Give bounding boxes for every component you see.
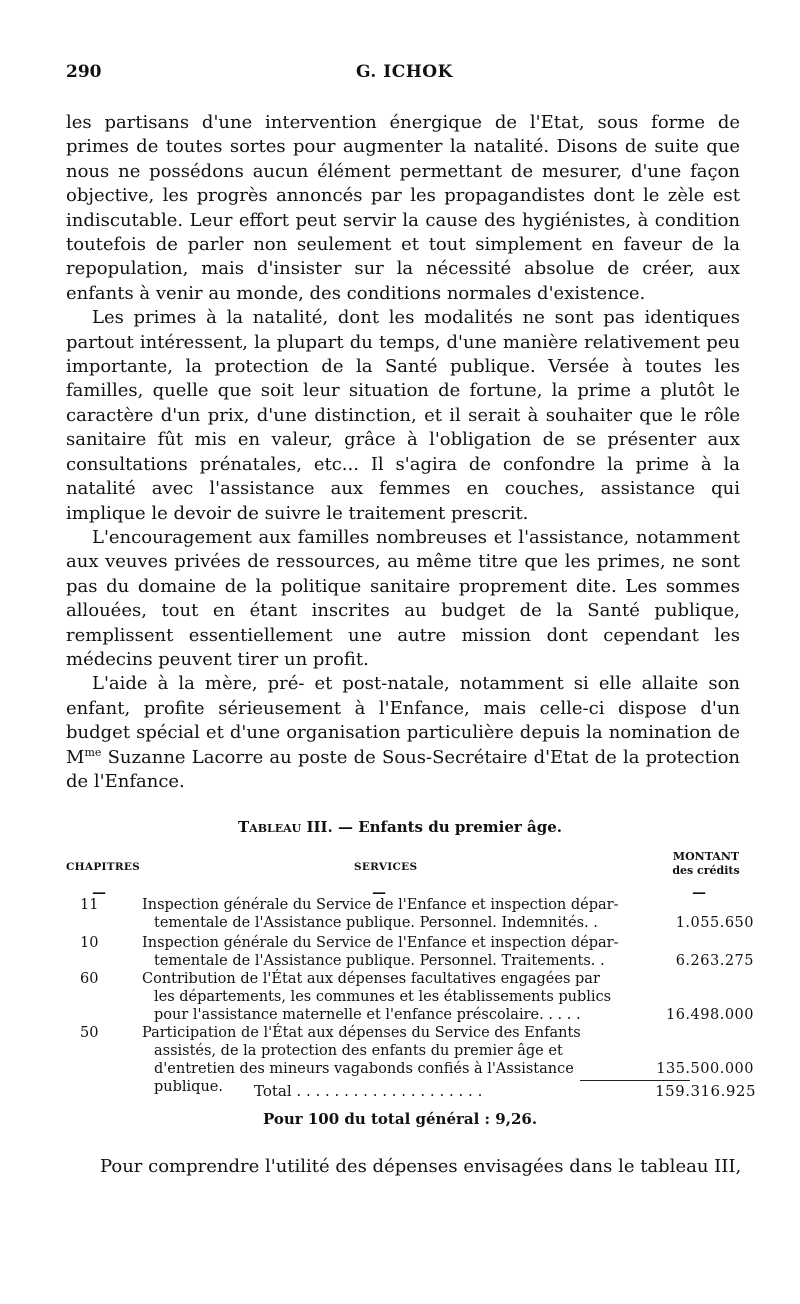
row-service-cont: tementale de l'Assistance publique. Personnel. Indemnités. . (154, 915, 598, 931)
percent-line: Pour 100 du total général : 9,26. (262, 1110, 538, 1128)
paragraph-3: L'encouragement aux familles nombreuses et l'assistance, notamment aux veuves privées de ressources, au même titre que les primes, ne sont pas du domaine de la politique sanitaire proprement dite. Les sommes allouées, tout en étant inscrites au budget de la Santé publique, remplissent essentiellement une autre mission dont cependant les médecins peuvent tirer un profit. (66, 526, 740, 670)
row-service-first: Inspection générale du Service de l'Enfance et inspection dépar- (142, 935, 619, 951)
sum-rule (580, 1080, 690, 1081)
row-service (142, 896, 638, 932)
paragraph-1: les partisans d'une intervention énergique de l'Etat, sous forme de primes de toutes sortes pour augmenter la natalité. Disons de suite que nous ne possédons aucun élément permettant de mesurer, d'une façon objective, les progrès annoncés par les propagandistes dont le zèle est indiscutable. Leur effort peut servir la cause des hygiénistes, à condition toutefois de parler non seulement et tout simplement en faveur de la repopulation, mais d'insister sur la nécessité absolue de créer, aux enfants à venir au monde, des conditions normales d'existence. (66, 112, 740, 304)
header-montant (656, 850, 756, 878)
row-montant: 135.500.000 (656, 1061, 754, 1077)
author-name: G. ICHOK (356, 62, 453, 82)
row-chapitre: 50 (80, 1025, 99, 1041)
row-service-first: Inspection générale du Service de l'Enfance et inspection dépar- (142, 897, 619, 913)
table-caption (0, 818, 800, 836)
row-service-first: Participation de l'État aux dépenses du Service des Enfants (142, 1025, 581, 1041)
row-service-cont: tementale de l'Assistance publique. Personnel. Traitements. . (154, 953, 605, 969)
body-text (66, 111, 740, 794)
row-service (142, 970, 638, 1024)
row-montant: 16.498.000 (665, 1007, 754, 1023)
header-chapitres: CHAPITRES (66, 861, 141, 873)
header-montant-line-2: des crédits (672, 864, 740, 877)
row-service (142, 934, 638, 970)
row-chapitre: 10 (80, 935, 99, 951)
header-dash-chapitres: — (92, 885, 106, 901)
paragraph-4-end: Suzanne Lacorre au poste de Sous-Secrétaire d'Etat de la protection de l'Enfance. (66, 746, 740, 792)
table-caption-label: Tableau III. (238, 818, 333, 836)
total-label: Total . . . . . . . . . . . . . . . . . . . . (254, 1082, 483, 1100)
paragraph-4-start: L'aide à la mère, pré- et post-natale, notamment si elle allaite son enfant, profite sérieusement à l'Enfance, mais celle-ci dispose d'un budget spécial et d'une organisation particulière depuis la nomination de M (66, 673, 740, 768)
header-dash-services: — (372, 885, 386, 901)
row-service-cont: assistés, de la protection des enfants du premier âge et d'entretien des mineurs vagabonds confiés à l'Assistance publique. (154, 1043, 574, 1095)
row-chapitre: 11 (80, 897, 99, 913)
header-services: SERVICES (354, 861, 418, 873)
total-amount: 159.316.925 (655, 1082, 756, 1100)
running-head (66, 62, 740, 86)
header-montant-line-1: MONTANT (672, 850, 740, 863)
row-chapitre: 60 (80, 971, 99, 987)
row-montant: 1.055.650 (675, 915, 754, 931)
title-abbrev-sup: me (84, 745, 102, 759)
row-montant: 6.263.275 (675, 953, 754, 969)
paragraph-4 (66, 672, 740, 794)
page-number: 290 (66, 62, 102, 82)
closing-line: Pour comprendre l'utilité des dépenses envisagées dans le tableau III, (100, 1156, 742, 1177)
table-caption-title: — Enfants du premier âge. (332, 818, 562, 836)
row-service-cont: les départements, les communes et les établissements publics pour l'assistance maternelle et l'enfance préscolaire. . . . . (154, 989, 612, 1023)
header-dash-montant: — (692, 885, 706, 901)
paragraph-2: Les primes à la natalité, dont les modalités ne sont pas identiques partout intéressent, la plupart du temps, d'une manière relativement peu importante, la protection de la Santé publique. Versée à toutes les familles, quelle que soit leur situation de fortune, la prime a plutôt le caractère d'un prix, d'une distinction, et il serait à souhaiter que le rôle sanitaire fût mis en valeur, grâce à l'obligation de se présenter aux consultations prénatales, etc... Il s'agira de confondre la prime à la natalité avec l'assistance aux femmes en couches, assistance qui implique le devoir de suivre le traitement prescrit. (66, 307, 740, 524)
row-service-first: Contribution de l'État aux dépenses facultatives engagées par (142, 971, 600, 987)
